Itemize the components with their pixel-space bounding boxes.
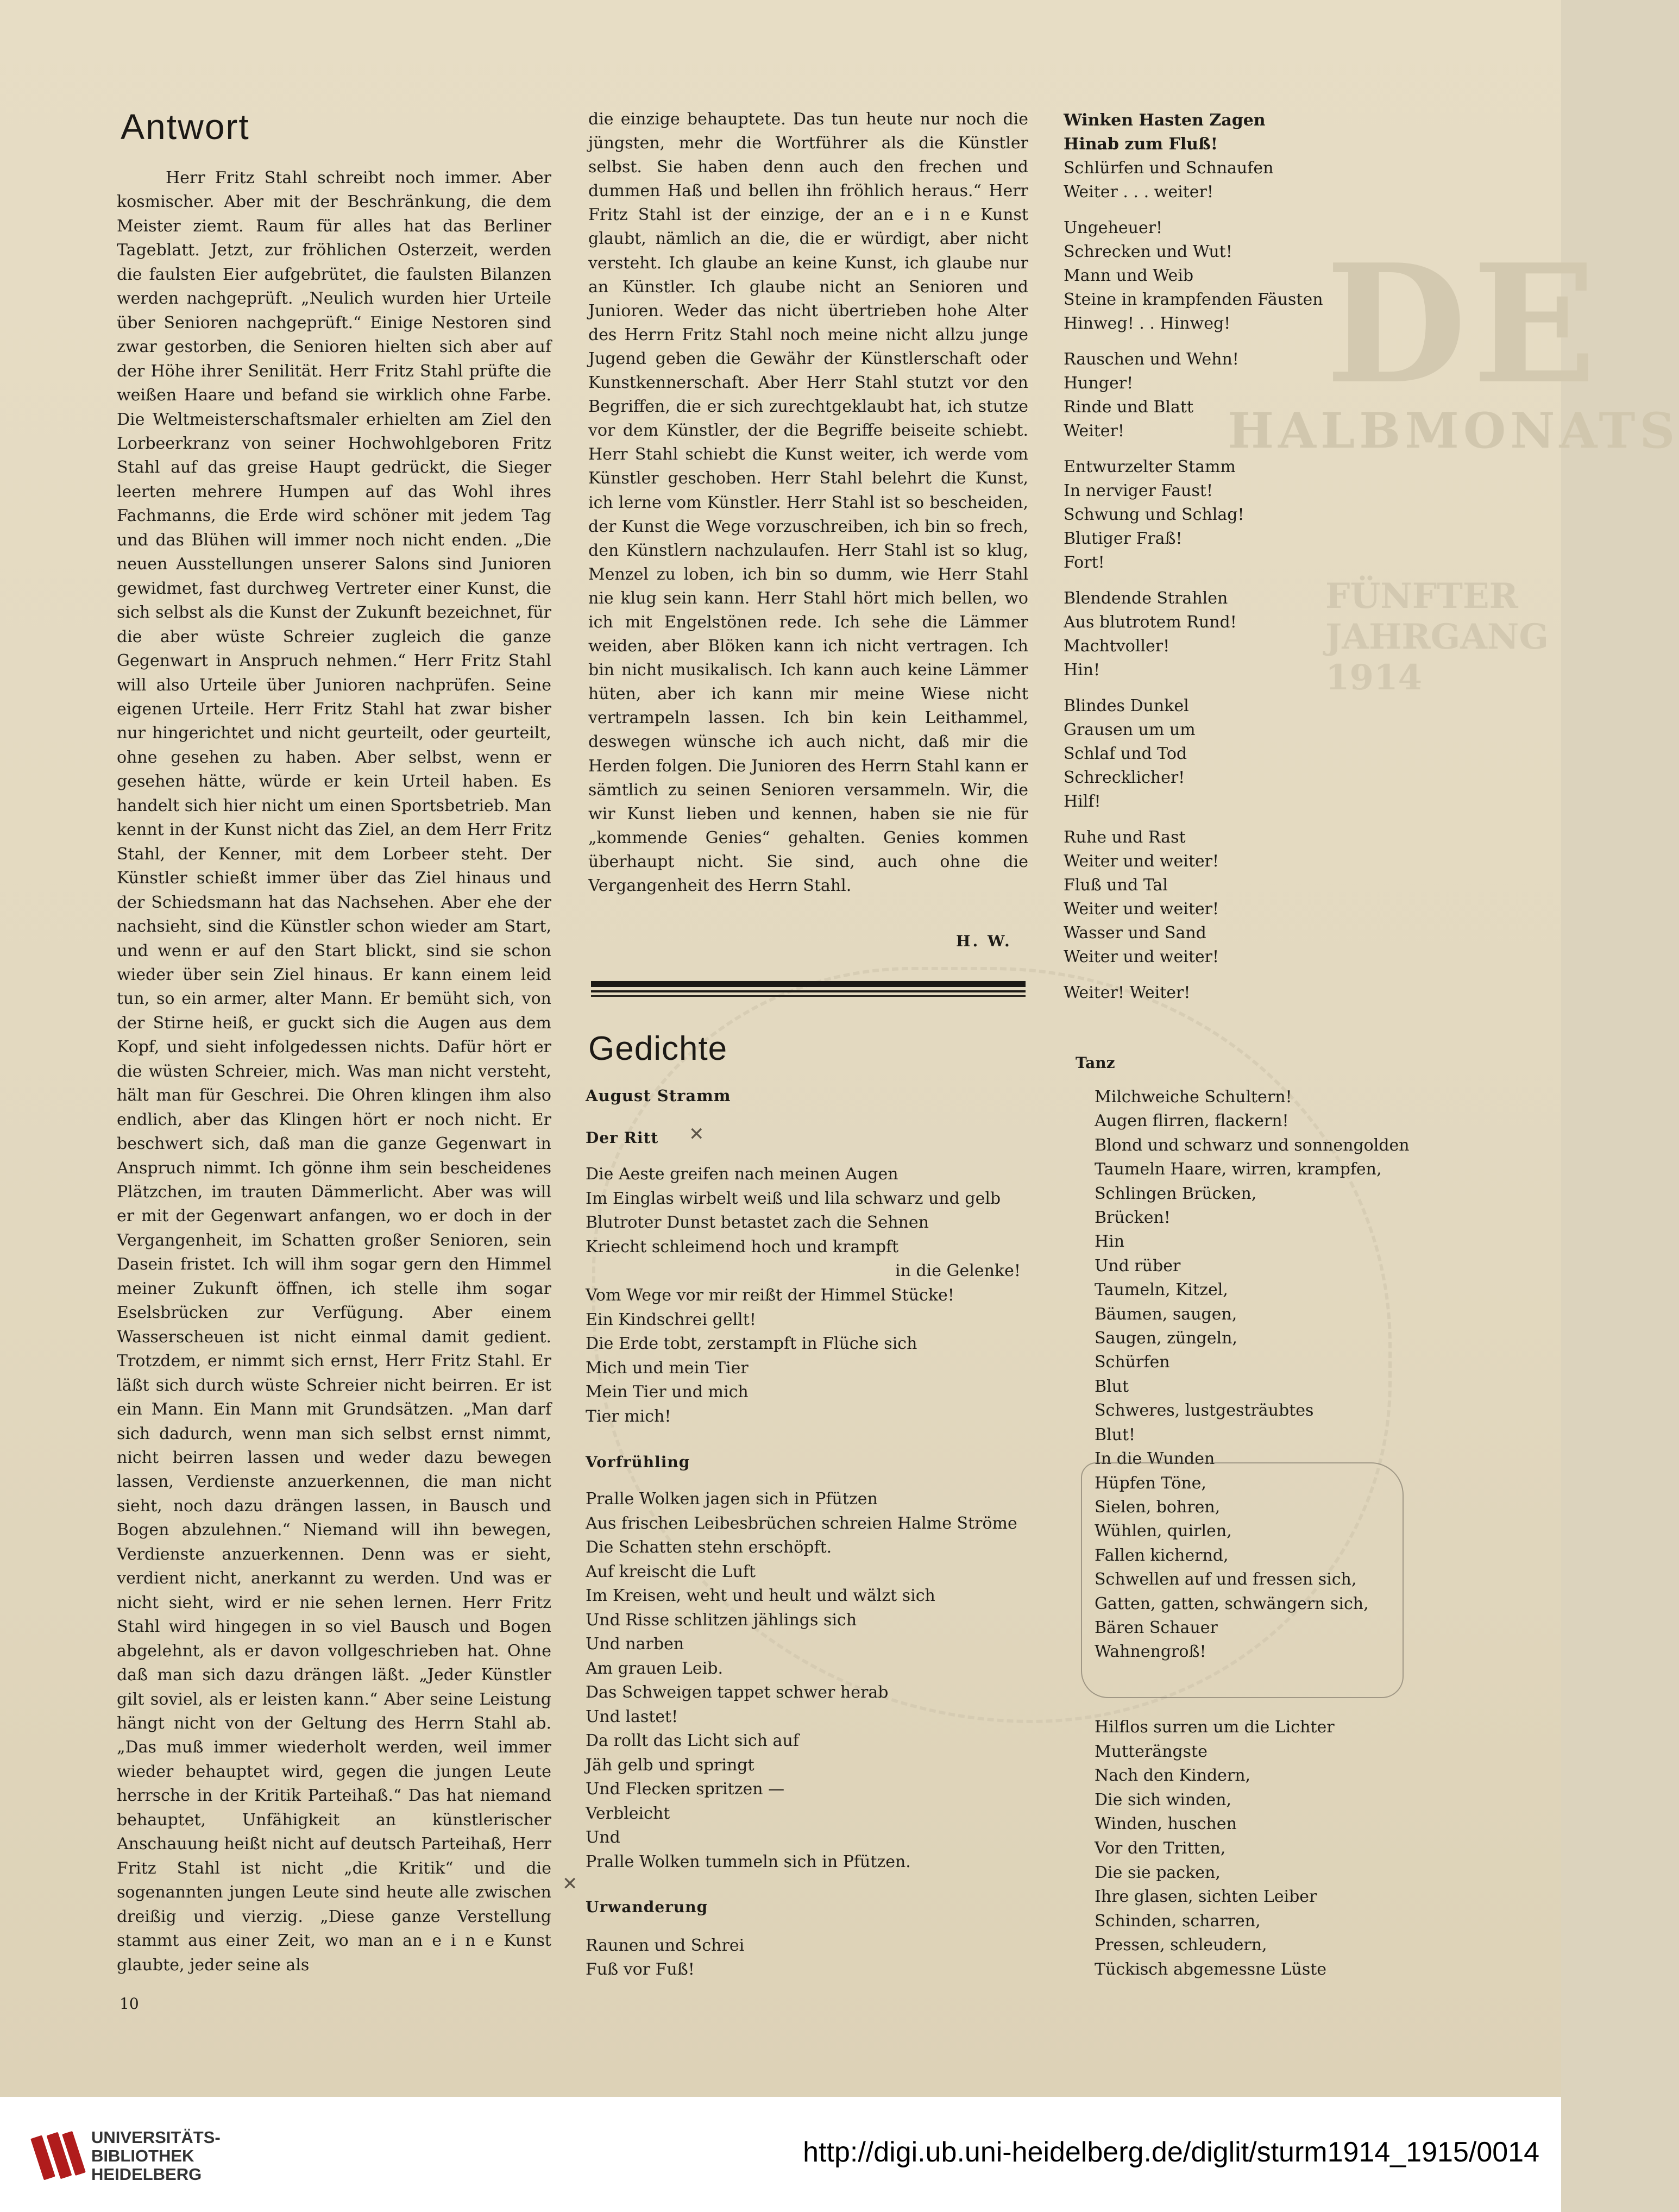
poem-line: Rinde und Blatt bbox=[1064, 398, 1194, 417]
page-number: 10 bbox=[120, 1995, 139, 2013]
poem-line: Im Einglas wirbelt weiß und lila schwarz und gelb bbox=[586, 1189, 1001, 1208]
poem-urwanderung-continued bbox=[1064, 109, 1531, 1017]
poem-line: Fallen kichernd, bbox=[1095, 1545, 1229, 1565]
poem-line: Blendende Strahlen bbox=[1064, 589, 1228, 608]
poem-line: Weiter und weiter! bbox=[1064, 900, 1219, 919]
poem-stanza bbox=[1064, 826, 1531, 969]
poem-line: Tier mich! bbox=[586, 1406, 671, 1426]
poem-line: Aus blutrotem Rund! bbox=[1064, 613, 1237, 632]
poem-line: Hin! bbox=[1064, 661, 1101, 680]
poem-line: Schwung und Schlag! bbox=[1064, 505, 1244, 524]
poem-line: Gatten, gatten, schwängern sich, bbox=[1095, 1594, 1369, 1613]
poem-line: Wahnengroß! bbox=[1095, 1642, 1206, 1662]
poet-name: August Stramm bbox=[586, 1086, 731, 1105]
poem-line: Mein Tier und mich bbox=[586, 1382, 749, 1402]
poem-line: Vor den Tritten, bbox=[1095, 1838, 1226, 1858]
poem-line: Aus frischen Leibesbrüchen schreien Halme Ströme bbox=[586, 1513, 1017, 1533]
pencil-annotation-outline bbox=[1081, 1462, 1404, 1698]
poem-line: Winden, huschen bbox=[1095, 1814, 1237, 1834]
poem-line: Weiter! Weiter! bbox=[1064, 983, 1191, 1002]
poem-line: Schlingen Brücken, bbox=[1095, 1184, 1257, 1203]
poem-line: Schwellen auf und fressen sich, bbox=[1095, 1570, 1357, 1589]
article-body-column-2: die einzige behauptete. Das tun heute nur noch die jüngsten, mehr die Wortführer als die Künstler selbst. Sie haben denn auch den frechen und dummen Haß und bellen ihn fröhlich heraus.“ Herr Fritz Stahl ist der einzige, der an e i n e Kunst glaubt, nämlich an die, die er würdigt, aber nicht versteht. Ich glaube an keine Kunst, ich glaube nur an Künstler. Ich glaube nicht an Senioren und Junioren. Weder das nicht übertrieben hohe Alter des Herrn Fritz Stahl noch meine nicht allzu junge Jugend geben die Gewähr der Künstlerschaft oder Kunstkennerschaft. Aber Herr Stahl stutzt vor den Begriffen, die er sich zurechtgeklaubt hat, ich stutze vor dem Künstler, der die Begriffe beiseite schiebt. Herr Stahl schiebt die Kunst weiter, ich werde vom Künstler geschoben. Herr Stahl belehrt die Kunst, ich lerne vom Künstler. Herr Stahl ist so bescheiden, der Kunst die Wege vorzuschreiben, ich bin so frech, den Künstlern nachzulaufen. Herr Stahl ist so klug, Menzel zu loben, ich bin so dumm, wie Herr Stahl nie klug sein kann. Herr Stahl hört mich bellen, wo ich mit Engelstönen rede. Ich sehe die Lämmer weiden, aber Blöken kann ich nicht vertragen. Ich bin nicht musikalisch. Ich kann auch keine Lämmer hüten, aber ich kann mir meine Wiese nicht vertrampeln lassen. Ich bin kein Leithammel, deswegen wünsche ich auch nicht, daß mir die Herden folgen. Die Junioren des Herrn Stahl kann er sämtlich zu seinen Senioren versammeln. Wir, die wir Kunst lieben und kennen, haben sie nie für „kommende Genies“ gehalten. Genies kommen überhaupt nicht. Sie sind, auch ohne die Vergangenheit des Herrn Stahl. bbox=[588, 110, 1028, 895]
poem-line: Taumeln Haare, wirren, krampfen, bbox=[1095, 1160, 1382, 1179]
poem-line: Hilflos surren um die Lichter bbox=[1095, 1718, 1335, 1737]
library-name-line: HEIDELBERG bbox=[91, 2165, 202, 2184]
poem-line: Weiter und weiter! bbox=[1064, 947, 1219, 966]
poem-line: Und narben bbox=[586, 1635, 684, 1654]
poem-vorfruehling bbox=[586, 1487, 1017, 1874]
poem-stanza bbox=[1064, 216, 1531, 336]
poem-line: Taumeln, Kitzel, bbox=[1095, 1280, 1228, 1300]
poem-line: Ein Kindschrei gellt! bbox=[586, 1310, 756, 1329]
poem-line: Blutiger Fraß! bbox=[1064, 529, 1183, 548]
poem-line: Schlürfen und Schnaufen bbox=[1064, 159, 1274, 178]
poem-line: Fort! bbox=[1064, 553, 1105, 572]
poem-line: Schürfen bbox=[1095, 1353, 1170, 1372]
poem-tanz-continued bbox=[1095, 1715, 1335, 1982]
section-divider bbox=[591, 981, 1026, 987]
poem-line: Weiter und weiter! bbox=[1064, 852, 1219, 871]
poem-stanza bbox=[1064, 694, 1531, 814]
reverse-side-bleed-through: FÜNFTER JAHRGANG 1914 bbox=[1325, 576, 1549, 698]
poem-line: Hilf! bbox=[1064, 792, 1101, 811]
poem-line: Schrecklicher! bbox=[1064, 768, 1185, 787]
poem-line: Die Erde tobt, zerstampft in Flüche sich bbox=[586, 1334, 917, 1354]
article-signature: H. W. bbox=[956, 932, 1012, 950]
poem-line: Schlaf und Tod bbox=[1064, 744, 1187, 763]
poem-line: Pralle Wolken jagen sich in Pfützen bbox=[586, 1490, 878, 1509]
poem-line: Jäh gelb und springt bbox=[586, 1755, 754, 1775]
pencil-mark-icon: ✕ bbox=[562, 1873, 578, 1895]
poem-line: Wühlen, quirlen, bbox=[1095, 1522, 1232, 1541]
library-name bbox=[91, 2128, 221, 2184]
poem-line: in die Gelenke! bbox=[895, 1261, 1021, 1281]
digitization-footer bbox=[0, 2097, 1561, 2212]
poem-line: Fuß vor Fuß! bbox=[586, 1960, 695, 1979]
poem-line: Winken Hasten Zagen bbox=[1064, 111, 1266, 130]
poem-line: Hüpfen Töne, bbox=[1095, 1473, 1206, 1493]
poem-line: Schrecken und Wut! bbox=[1064, 242, 1232, 261]
poem-line: Und Risse schlitzen jählings sich bbox=[586, 1610, 857, 1630]
poem-line: Und bbox=[586, 1828, 620, 1847]
poem-urwanderung bbox=[586, 1934, 744, 1982]
poem-line: Hinweg! . . Hinweg! bbox=[1064, 314, 1231, 333]
poem-line: Augen flirren, flackern! bbox=[1095, 1111, 1289, 1131]
poem-line: Hin bbox=[1095, 1232, 1125, 1252]
poem-line: Saugen, züngeln, bbox=[1095, 1329, 1237, 1348]
poem-line: Pralle Wolken tummeln sich in Pfützen. bbox=[586, 1852, 911, 1871]
poem-line: Sielen, bohren, bbox=[1095, 1497, 1221, 1517]
poem-stanza bbox=[1064, 587, 1531, 682]
poem-line: Hunger! bbox=[1064, 374, 1134, 393]
poem-line: Mich und mein Tier bbox=[586, 1358, 749, 1378]
poem-line: Ungeheuer! bbox=[1064, 218, 1163, 237]
poem-line: Pressen, schleudern, bbox=[1095, 1936, 1267, 1955]
poem-line: Blond und schwarz und sonnengolden bbox=[1095, 1135, 1410, 1155]
poems-heading: Gedichte bbox=[588, 1030, 728, 1067]
poem-stanza bbox=[1064, 109, 1531, 204]
poem-title-tanz: Tanz bbox=[1076, 1054, 1115, 1072]
poem-line: Die sie packen, bbox=[1095, 1863, 1221, 1882]
poem-line: Entwurzelter Stamm bbox=[1064, 457, 1236, 476]
poem-der-ritt bbox=[586, 1162, 1021, 1429]
poem-line: Schweres, lustgesträubtes bbox=[1095, 1401, 1314, 1421]
poem-line: Bäumen, saugen, bbox=[1095, 1304, 1237, 1324]
poem-line: Wasser und Sand bbox=[1064, 923, 1206, 942]
library-name-line: UNIVERSITÄTS- bbox=[91, 2128, 221, 2147]
poem-line: Steine in krampfenden Fäusten bbox=[1064, 290, 1323, 309]
poem-line: Blut bbox=[1095, 1377, 1129, 1396]
poem-line: Bären Schauer bbox=[1095, 1618, 1218, 1637]
poem-line: Ihre glasen, sichten Leiber bbox=[1095, 1887, 1317, 1907]
poem-line: In nerviger Faust! bbox=[1064, 481, 1213, 500]
article-body-column-1: Herr Fritz Stahl schreibt noch immer. Aber kosmischer. Aber mit der Beschränkung, die dem Meister ziemt. Raum für alles hat das Berliner Tageblatt. Jetzt, zur fröhlichen Osterzeit, werden die faulsten Eier aufgebrütet, die faulsten Bilanzen werden nachgeprüft. „Neulich wurden hier Urteile über Senioren nachgeprüft.“ Einige Nestoren sind zwar gestorben, die Senioren hielten sich aber auf der Höhe ihrer Senilität. Herr Fritz Stahl prüfte die weißen Haare und befand sie wirklich ohne Farbe. Die Weltmeisterschaftsmaler erhielten am Ziel den Lorbeerkranz von seiner Hochwohlgeboren Fritz Stahl auf das greise Haupt gedrückt, die Sieger leerten mehrere Humpen auf das Wohl ihres Fachmanns, die Erde wird schöner mit jedem Tag und das Blühen will immer noch nicht enden. „Die neuen Ausstellungen unserer Salons sind Junioren gewidmet, fast durchweg Vertreter einer Kunst, die sich selbst als die Kunst der Zukunft bezeichnet, für die aber wüste Schreier zugleich die ganze Gegenwart in Anspruch nehmen.“ Herr Fritz Stahl will also Urteile über Junioren nachprüfen. Seine eigenen Urteile. Herr Fritz Stahl hat zwar bisher nur hingerichtet und nicht geurteilt, oder geurteilt, ohne gesehen zu haben. Aber selbst, wenn er gesehen hätte, würde er kein Urteil haben. Es handelt sich hier nicht um einen Sportsbetrieb. Man kennt in der Kunst nicht das Ziel, an dem Herr Fritz Stahl, der Kenner, mit dem Lorbeer steht. Der Künstler schießt immer über das Ziel hinaus und der Schiedsmann hat das Nachsehen. Aber ehe der nachsieht, sind die Künstler schon wieder am Start, und wenn er auf den Start blickt, sind sie schon wieder über sein Ziel hinaus. Er kann einem leid tun, so ein armer, alter Mann. Er bemüht sich, von der Stirne heiß, er guckt sich die Augen aus dem Kopf, und sieht infolgedessen nichts. Dafür hört er die wüsten Schreier, mich. Was man nicht versteht, hält man für Geschrei. Die Ohren klingen ihm also endlich, aber das Klingen hört er noch nicht. Er beschwert sich, daß man die ganze Gegenwart in Anspruch nimmt. Ich gönne ihm sein bescheidenes Plätzchen, im trauten Dämmerlicht. Aber was will er mit der Gegenwart anfangen, wo er doch in der Vergangenheit, im Schatten großer Senioren, sein Dasein fristet. Ich will ihm sogar gern den Himmel meiner Zukunft öffnen, ich stelle ihm sogar Eselsbrücken zur Verfügung. Aber einem Wasserscheuen ist nicht einmal damit gedient. Trotzdem, er nimmt sich ernst, Herr Fritz Stahl. Er läßt sich durch wüste Schreier nicht beirren. Er ist ein Mann. Ein Mann mit Grundsätzen. „Man darf sich dadurch, wenn man sich selbst ernst nimmt, nicht beirren lassen und weder dazu bewegen lassen, Verdienste anzuerkennen, die man nicht sieht, noch dazu drängen lassen, in Bausch und Bogen abzulehnen.“ Niemand will ihn bewegen, Verdienste anzuerkennen. Denn was er sieht, verdient nicht, anerkannt zu werden. Und was er nicht sieht, wird er nie sehen lernen. Herr Fritz Stahl wird hingegen in so viel Bausch und Bogen abgelehnt, als er davon vollgeschrieben hat. Ohne daß man sich dazu drängen läßt. „Jeder Künstler gilt soviel, als er leisten kann.“ Aber seine Leistung hängt nicht von der Geltung des Herrn Stahl ab. „Das muß immer wiederholt werden, weil immer wieder behauptet wird, gegen die jungen Leute herrsche in der Kritik Parteihaß.“ Das hat niemand behauptet, Unfähigkeit an künstlerischer Anschauung heißt nicht auf deutsch Parteihaß, Herr Fritz Stahl ist nicht „die Kritik“ und die sogenannten jungen Leute sind heute alle zwischen dreißig und vierzig. „Diese ganze Verstellung stammt aus einer Zeit, wo man an e i n e Kunst glaubte, jeder seine als bbox=[117, 168, 551, 1975]
poem-line: Rauschen und Wehn! bbox=[1064, 350, 1239, 369]
poem-line: Am grauen Leib. bbox=[586, 1658, 724, 1678]
poem-line: In die Wunden bbox=[1095, 1449, 1215, 1469]
poem-stanza bbox=[1064, 348, 1531, 443]
poem-line: Da rollt das Licht sich auf bbox=[586, 1731, 799, 1750]
poem-line: Blindes Dunkel bbox=[1064, 696, 1189, 715]
poem-line: Blutroter Dunst betastet zach die Sehnen bbox=[586, 1213, 929, 1233]
article-title: Antwort bbox=[121, 106, 250, 147]
poem-line: Grausen um um bbox=[1064, 720, 1196, 739]
poem-line: Mann und Weib bbox=[1064, 266, 1194, 285]
poem-line: Nach den Kindern, bbox=[1095, 1766, 1251, 1786]
poem-line: Und Flecken spritzen — bbox=[586, 1780, 785, 1799]
poem-line: Im Kreisen, weht und heult und wälzt sich bbox=[586, 1586, 935, 1605]
poem-line: Auf kreischt die Luft bbox=[586, 1562, 756, 1581]
poem-title-urwanderung: Urwanderung bbox=[586, 1898, 708, 1916]
poem-line: Ruhe und Rast bbox=[1064, 828, 1186, 847]
poem-line: Das Schweigen tappet schwer herab bbox=[586, 1683, 889, 1702]
reverse-side-bleed-through: HALBMONATS bbox=[1228, 402, 1679, 460]
permalink-url[interactable]: http://digi.ub.uni-heidelberg.de/diglit/sturm1914_1915/0014 bbox=[803, 2136, 1539, 2168]
poem-line: Mutterängste bbox=[1095, 1742, 1208, 1761]
pencil-mark-icon: ✕ bbox=[689, 1123, 705, 1145]
poem-stanza bbox=[1064, 455, 1531, 575]
section-divider bbox=[591, 995, 1026, 997]
poem-title-vorfruehling: Vorfrühling bbox=[586, 1453, 690, 1471]
section-divider bbox=[591, 990, 1026, 992]
poem-line: Fluß und Tal bbox=[1064, 876, 1168, 895]
library-name-line: BIBLIOTHEK bbox=[91, 2146, 194, 2165]
poem-line: Verbleicht bbox=[586, 1803, 670, 1823]
poem-line: Vom Wege vor mir reißt der Himmel Stücke! bbox=[586, 1285, 954, 1305]
poem-line: Schinden, scharren, bbox=[1095, 1911, 1261, 1931]
poem-line: Und rüber bbox=[1095, 1256, 1181, 1275]
poem-line: Und lastet! bbox=[586, 1707, 678, 1726]
poem-line: Blut! bbox=[1095, 1425, 1136, 1444]
poem-line: Kriecht schleimend hoch und krampft bbox=[586, 1237, 899, 1256]
reverse-side-bleed-through: DE bbox=[1325, 228, 1602, 420]
poem-stanza bbox=[1064, 981, 1531, 1005]
poem-title-der-ritt: Der Ritt bbox=[586, 1129, 659, 1147]
poem-line: Die Aeste greifen nach meinen Augen bbox=[586, 1165, 898, 1184]
library-logo-icon bbox=[34, 2128, 84, 2183]
poem-line: Weiter! bbox=[1064, 422, 1124, 441]
poem-line: Tückisch abgemessne Lüste bbox=[1095, 1959, 1327, 1979]
poem-line: Die sich winden, bbox=[1095, 1790, 1231, 1809]
poem-line: Hinab zum Fluß! bbox=[1064, 135, 1218, 154]
poem-line: Weiter . . . weiter! bbox=[1064, 183, 1213, 202]
poem-line: Die Schatten stehn erschöpft. bbox=[586, 1538, 832, 1557]
poem-line: Raunen und Schrei bbox=[586, 1936, 745, 1955]
poem-line: Brücken! bbox=[1095, 1208, 1171, 1228]
poem-line: Machtvoller! bbox=[1064, 637, 1170, 656]
poem-line: Milchweiche Schultern! bbox=[1095, 1088, 1292, 1107]
